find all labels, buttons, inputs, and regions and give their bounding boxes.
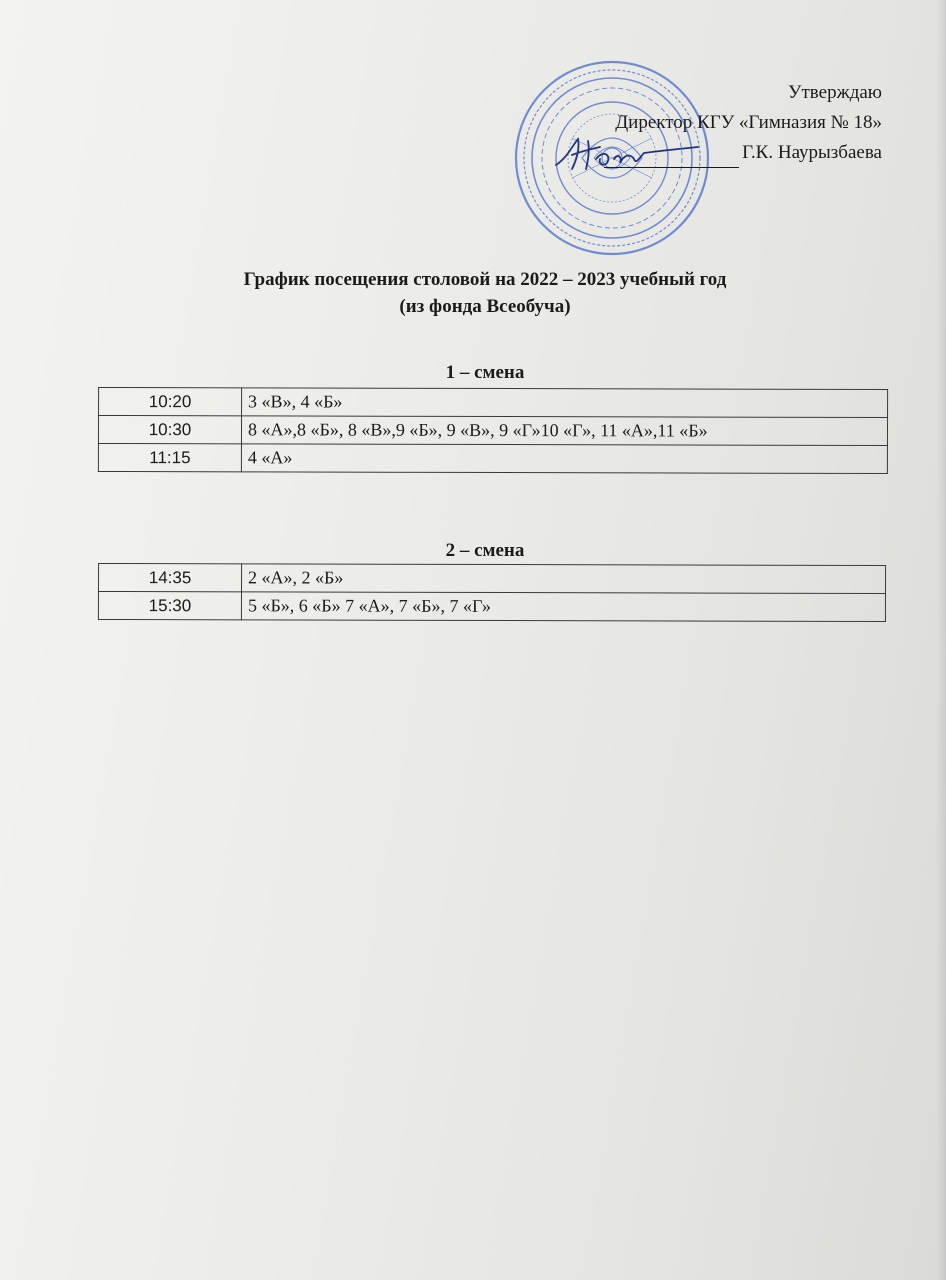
page-title [80,266,890,320]
classes-cell: 3 «В», 4 «Б» [242,388,888,418]
classes-cell: 5 «Б», 6 «Б» 7 «А», 7 «Б», 7 «Г» [241,592,885,622]
time-cell: 10:30 [98,415,241,443]
table-row [98,443,887,473]
page-edge-shadow [936,0,946,1280]
approval-director-title: Директор КГУ «Гимназия № 18» [615,112,882,133]
time-cell: 11:15 [98,443,241,471]
table-row [99,563,886,593]
table-row [99,387,888,417]
page-title-line2: (из фонда Всеобуча) [399,296,571,317]
shift-heading-1: 1 – смена [445,362,525,383]
time-cell: 10:20 [99,387,242,415]
schedule-table-shift-2 [98,563,886,622]
classes-cell: 8 «А»,8 «Б», 8 «В»,9 «Б», 9 «В», 9 «Г»10 «Г», 11 «А»,11 «Б» [241,416,887,446]
table-row [98,415,887,445]
schedule-table-shift-1 [98,387,888,474]
approval-signature-line [604,138,882,168]
approval-block [604,78,882,168]
approval-label: Утверждаю [788,82,882,103]
approval-director-name: Г.К. Наурызбаева [742,142,882,163]
classes-cell: 2 «А», 2 «Б» [242,564,886,594]
table-row [98,591,885,621]
shift-heading-2: 2 – смена [445,540,525,561]
classes-cell: 4 «А» [241,444,887,474]
page-title-line1: График посещения столовой на 2022 – 2023 учебный год [243,269,727,290]
time-cell: 14:35 [99,563,242,591]
time-cell: 15:30 [98,591,241,619]
signature-line [604,149,739,168]
